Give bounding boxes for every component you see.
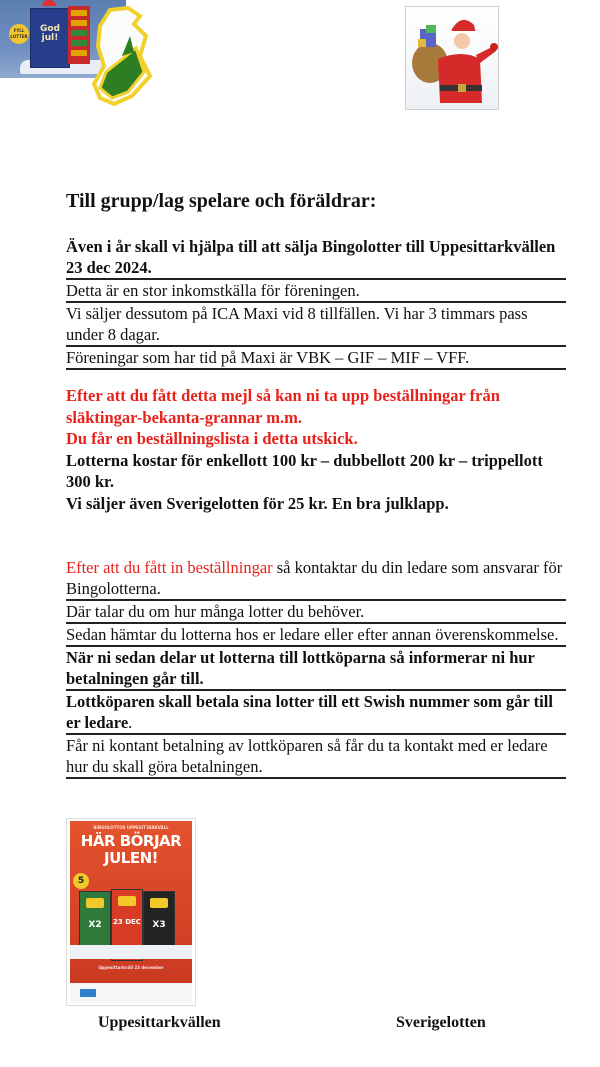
intro-line-2: Detta är en stor inkomstkälla för föreningen. <box>66 280 566 303</box>
swish-instruction: Lottköparen skall betala sina lotter till ett Swish nummer som går till er ledare <box>66 692 553 732</box>
yellow-badge: FYLL LOTTER <box>9 24 29 44</box>
ticket-red-label: 23 DEC <box>113 918 141 926</box>
santa-image <box>405 6 499 110</box>
club-shield-logo <box>70 6 152 106</box>
process-block <box>66 557 566 779</box>
process-line-5 <box>66 691 566 735</box>
price-info: Lotterna kostar för enkellott 100 kr – dubbellott 200 kr – trippellott 300 kr. <box>66 450 543 491</box>
process-line-2: Där talar du om hur många lotter du behöver. <box>66 601 566 624</box>
poster-footer-text: Uppesittarkväll 23 december <box>98 965 164 970</box>
order-instruction: Efter att du fått detta mejl så kan ni ta upp beställningar från släktingar-bekanta-grannar m.m. <box>66 386 500 427</box>
process-line-1-red: Efter att du fått in beställningar <box>66 558 273 577</box>
blue-box <box>30 8 70 68</box>
process-line-1-rest: så kontaktar du din ledare som ansvarar för Bingolotterna. <box>66 558 563 598</box>
poster-snow <box>70 945 192 959</box>
ticket-black-label: X3 <box>152 920 166 930</box>
process-line-6: Får ni kontant betalning av lottköparen så får du ta kontakt med er ledare hur du skall göra betalningen. <box>66 735 566 779</box>
svenska-spel-strip <box>70 983 192 1003</box>
caption-sverigelotten: Sverigelotten <box>396 1014 486 1031</box>
poster-kicker: BINGOLOTTOS UPPESITTARKVÄLL <box>93 825 169 830</box>
caption-uppesittarkvallen: Uppesittarkvällen <box>98 1014 221 1031</box>
order-info-block <box>66 385 566 514</box>
process-line-1 <box>66 557 566 601</box>
swish-period: . <box>128 713 133 732</box>
intro-line-1: Även i år skall vi hjälpa till att sälja Bingolotter till Uppesittarkvällen 23 dec 2024. <box>66 236 566 280</box>
five-badge: 5 <box>73 873 89 889</box>
intro-line-3: Vi säljer dessutom på ICA Maxi vid 8 tillfällen. Vi har 3 timmars pass under 8 dagar. <box>66 303 566 347</box>
order-list-note: Du får en beställningslista i detta utskick. <box>66 429 358 448</box>
sverigelotten-info: Vi säljer även Sverigelotten för 25 kr. En bra julklapp. <box>66 493 449 513</box>
process-line-3: Sedan hämtar du lotterna hos er ledare eller efter annan överenskommelse. <box>66 624 566 647</box>
poster-headline <box>67 833 195 867</box>
poster-headline-line-1: HÄR BÖRJAR <box>80 832 182 850</box>
page-title: Till grupp/lag spelare och föräldrar: <box>66 190 377 212</box>
process-line-4: När ni sedan delar ut lotterna till lottköparna så informerar ni hur betalningen går till. <box>66 647 566 691</box>
poster-headline-line-2: JULEN! <box>104 849 158 867</box>
intro-block <box>66 236 566 370</box>
intro-line-4: Föreningar som har tid på Maxi är VBK – GIF – MIF – VFF. <box>66 347 566 370</box>
svenska-spel-logo-icon <box>80 989 96 997</box>
uppesittarkvallen-poster-image <box>66 818 196 1006</box>
santa-hat-icon <box>42 0 56 6</box>
god-jul-lettering: God jul! <box>39 24 60 43</box>
ticket-green-label: X2 <box>88 920 102 930</box>
santa-claus-icon <box>406 7 498 109</box>
